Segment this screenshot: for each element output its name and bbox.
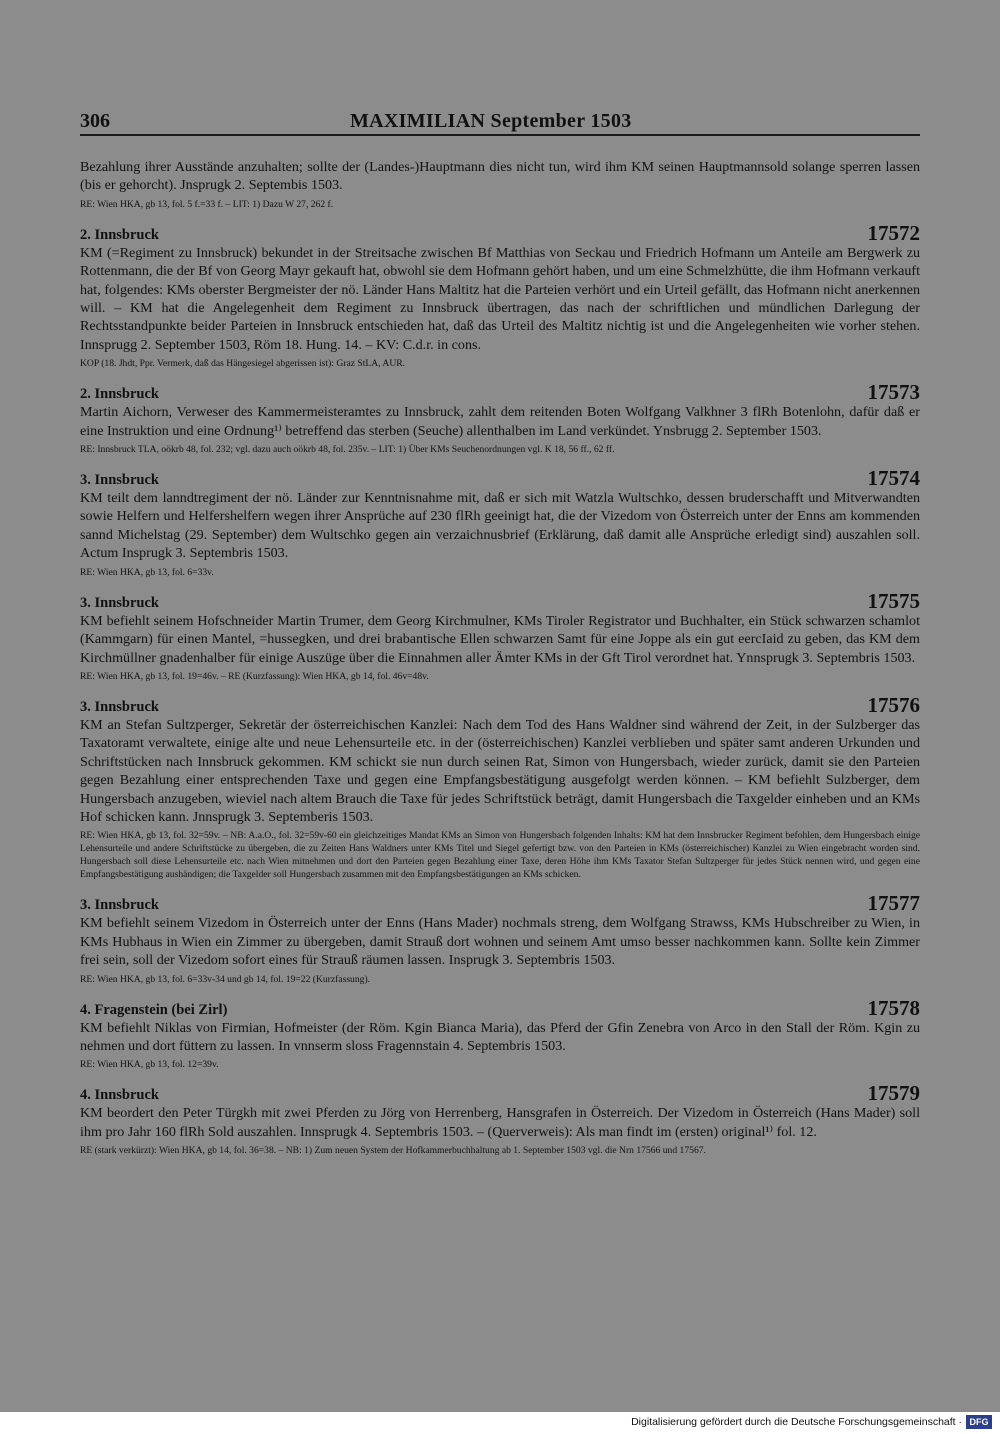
entry-text: KM befiehlt seinem Hofschneider Martin Trumer, dem Georg Kirchmulner, KMs Tiroler Registrator und Buchhalter, ein Stück schwarzen schamlot (Kammgarn) für einen Mantel, =hussegken, und drei brabantische Ellen schwarzen Samt für eine Joppe als ein gut eercIaid zu geben, das KM dem Kirchmüllner gnadenhalber für einige Auszüge über die Einnahmen aller Ämter KMs in der Gft Tirol verordnet hat. Ynnsprugk 3. Septembris 1503.	[80, 612, 920, 666]
entry	[80, 220, 920, 370]
entry-text: KM befiehlt Niklas von Firmian, Hofmeister (der Röm. Kgin Bianca Maria), das Pferd der Gfin Zenebra von Arco in den Stall der Röm. Kgin zu nehmen und dort füttern zu lassen. In vnnserm sloss Fragennstain 4. Septembris 1503.	[80, 1019, 920, 1054]
entry-source: RE: Innsbruck TLA, oökrb 48, fol. 232; vgl. dazu auch oökrb 48, fol. 235v. – LIT: 1) Über KMs Seuchenordnungen vgl. K 18, 56 ff., 62 ff.	[80, 444, 615, 456]
entry-source: RE (stark verkürzt): Wien HKA, gb 14, fol. 36=38. – NB: 1) Zum neuen System der Hofkammerbuchhaltung ab 1. September 1503 vgl. die Nrn 17566 und 17567.	[80, 1145, 706, 1157]
entry-heading	[80, 220, 920, 245]
header-rule	[80, 134, 920, 136]
entry-place-date: 3. Innsbruck	[80, 897, 159, 914]
entry-heading	[80, 995, 920, 1020]
page-number: 306	[80, 110, 110, 132]
entry-text: Martin Aichorn, Verweser des Kammermeisteramtes zu Innsbruck, zahlt dem reitenden Boten Wolfgang Valkhner 3 flRh Botenlohn, dafür daß er eine Instruktion und eine Ordnung¹⁾ betreffend das sterben (Seuche) allenthalben im Land verkündet. Ynsbrugg 2. September 1503.	[80, 404, 920, 439]
entry-number: 17573	[867, 380, 920, 405]
entry	[80, 692, 920, 881]
entry-source: RE: Wien HKA, gb 13, fol. 6=33v.	[80, 566, 214, 578]
entry-text: KM an Stefan Sultzperger, Sekretär der österreichischen Kanzlei: Nach dem Tod des Hans Waldner sind während der Zeit, in der Sulzberger das Taxatoramt verwaltete, einige alte und neue Lehensurteile etc. in der (österreichischen) Kanzlei verblieben und später samt anderen Urkunden und Schriftstücken nach Innsbruck gekommen. KM schickt sie nun durch seinen Rat, Simon von Hungersbach, wieder zurück, damit sie den Parteien gegen Bezahlung einer entsprechenden Taxe und gegen eine Empfangsbestätigung ausgefolgt werden können. – KM befiehlt Sulzberger, dem Hungersbach anzugeben, wieviel nach altem Brauch die Taxe für jedes Schriftstück beträgt, damit Hungersbach die Taxgelder einheben und an KMs Hof schicken kann. Jnnsprugk 3. Septemberis 1503.	[80, 716, 920, 825]
entry-heading	[80, 588, 920, 613]
page-header	[80, 106, 920, 136]
entry-heading	[80, 692, 920, 717]
dfg-logo: DFG	[966, 1415, 992, 1429]
entry-number: 17576	[867, 692, 920, 717]
entry-text: KM beordert den Peter Türgkh mit zwei Pferden zu Jörg von Herrenberg, Hansgrafen in Österreich. Der Vizedom in Österreich (Hans Mader) soll ihm pro Jahr 160 flRh Sold auszahlen. Innsprugk 4. Septembris 1503. – (Querverweis): Als man findt im (ersten) original¹⁾ fol. 12.	[80, 1105, 920, 1140]
intro-source: RE: Wien HKA, gb 13, fol. 5 f.=33 f. – LIT: 1) Dazu W 27, 262 f.	[80, 198, 334, 210]
footer-credit: Digitalisierung gefördert durch die Deutsche Forschungsgemeinschaft ·	[631, 1416, 962, 1428]
entry-heading	[80, 1081, 920, 1106]
entry-text: KM (=Regiment zu Innsbruck) bekundet in der Streitsache zwischen Bf Matthias von Seckau und Friedrich Hofmann um Anteile am Bergwerk zu Rottenmann, die der Bf von Georg Mayr gekauft hat, obwohl sie dem Hofmann gehört haben, und um eine Schmelzhütte, die ihm Hofmann verkauft hat, folgendes: KMs oberster Bergmeister der nö. Länder Hans Maltitz hat die Parteien verhört und ein Urteil gefällt, das Hofmann nicht anerkennen will. – KM hat die Angelegenheit dem Regiment zu Innsbruck übertragen, das nach der schriftlichen und mündlichen Darlegung der Rechtsstandpunkte beider Parteien in Innsbruck entschieden hat, daß das Urteil des Maltitz nichtig ist und die Angelegenheiten wie vorher stehen. Innsprugg 2. September 1503, Röm 18. Hung. 14. – KV: C.d.r. in cons.	[80, 244, 920, 353]
entries-list	[80, 220, 920, 1157]
entry-text: KM befiehlt seinem Vizedom in Österreich unter der Enns (Hans Mader) nochmals streng, dem Wolfgang Strawss, KMs Hubschreiber zu Wien, in KMs Hubhaus in Wien ein Zimmer zu übergeben, damit Strauß dort wohnen und seinem Amt umso besser nachkommen kann. Sollte kein Zimmer frei sein, soll der Vizedom sofort eines für Strauß räumen lassen. Insprugk 3. Septembris 1503.	[80, 915, 920, 969]
entry-heading	[80, 466, 920, 491]
entry-heading	[80, 891, 920, 916]
entry-number: 17572	[867, 220, 920, 245]
entry-source: RE: Wien HKA, gb 13, fol. 32=59v. – NB: A.a.O., fol. 32=59v-60 ein gleichzeitiges Mandat KMs an Simon von Hungersbach folgenden Inhalts: KM hat dem Innsbrucker Regiment befohlen, dem Hungersbach einige Lehensurteile und andere Schriftstücke zu übergeben, die zu Zeiten Hans Waldners unter KMs Titel und Siegel gefertigt bzw. von den Parteien in KMs (österreichischer) Kanzlei zu Wien eingebracht worden sind. Hungersbach soll diese Lehensurteile etc. nach Wien mitnehmen und dort den Parteien gegen Bezahlung einer Taxe, deren Höhe ihm KMs Taxator Stefan Sultzperger für jedes Stück nennen wird, und gegen eine Empfangsbestätigung aushändigen; die Taxgelder soll Hungersbach zusammen mit den Empfangsbestätigungen an KMs schicken.	[80, 830, 920, 881]
entry	[80, 466, 920, 579]
entry-number: 17579	[867, 1081, 920, 1106]
entry	[80, 380, 920, 456]
entry-number: 17575	[867, 588, 920, 613]
running-title: MAXIMILIAN September 1503	[350, 110, 632, 132]
intro-text: Bezahlung ihrer Ausstände anzuhalten; sollte der (Landes-)Hauptmann dies nicht tun, wird ihm KM seinen Hauptmannsold solange sperren lassen (bis er gehorcht). Jnsprugk 2. Septembis 1503.	[80, 159, 920, 194]
entry-place-date: 4. Fragenstein (bei Zirl)	[80, 1001, 228, 1018]
entry-place-date: 2. Innsbruck	[80, 386, 159, 403]
entry-source: KOP (18. Jhdt, Ppr. Vermerk, daß das Hängesiegel abgerissen ist): Graz StLA, AUR.	[80, 358, 406, 370]
entry-heading	[80, 380, 920, 405]
entry	[80, 891, 920, 985]
entry	[80, 1081, 920, 1157]
entry	[80, 588, 920, 683]
entry-place-date: 4. Innsbruck	[80, 1087, 159, 1104]
entry-text: KM teilt dem lanndtregiment der nö. Länder zur Kenntnisnahme mit, daß er sich mit Watzla Wultschko, dessen bruderschafft und Mitverwandten sowie Helfern und Helfershelfern wegen ihrer Ansprüche auf 230 flRh geeinigt hat, die der Vizedom von Österreich unter der Enns am kommenden sannd Michelstag (29. September) dem Wultschko gegen ain verzaichnusbrief (Erklärung, daß damit alle Ansprüche erledigt sind) auszahlen soll. Actum Insprugk 3. Septembris 1503.	[80, 490, 920, 562]
entry-place-date: 3. Innsbruck	[80, 472, 159, 489]
entry-number: 17578	[867, 995, 920, 1020]
footer-bar	[0, 1412, 1000, 1434]
entry-place-date: 2. Innsbruck	[80, 226, 159, 243]
entry	[80, 995, 920, 1072]
document-body	[80, 158, 920, 1157]
entry-place-date: 3. Innsbruck	[80, 698, 159, 715]
entry-number: 17574	[867, 466, 920, 491]
entry-source: RE: Wien HKA, gb 13, fol. 12=39v.	[80, 1059, 219, 1071]
entry-place-date: 3. Innsbruck	[80, 594, 159, 611]
entry-number: 17577	[867, 891, 920, 916]
entry-source: RE: Wien HKA, gb 13, fol. 19=46v. – RE (Kurzfassung): Wien HKA, gb 14, fol. 46v=48v.	[80, 670, 429, 682]
entry-source: RE: Wien HKA, gb 13, fol. 6=33v-34 und gb 14, fol. 19=22 (Kurzfassung).	[80, 973, 371, 985]
